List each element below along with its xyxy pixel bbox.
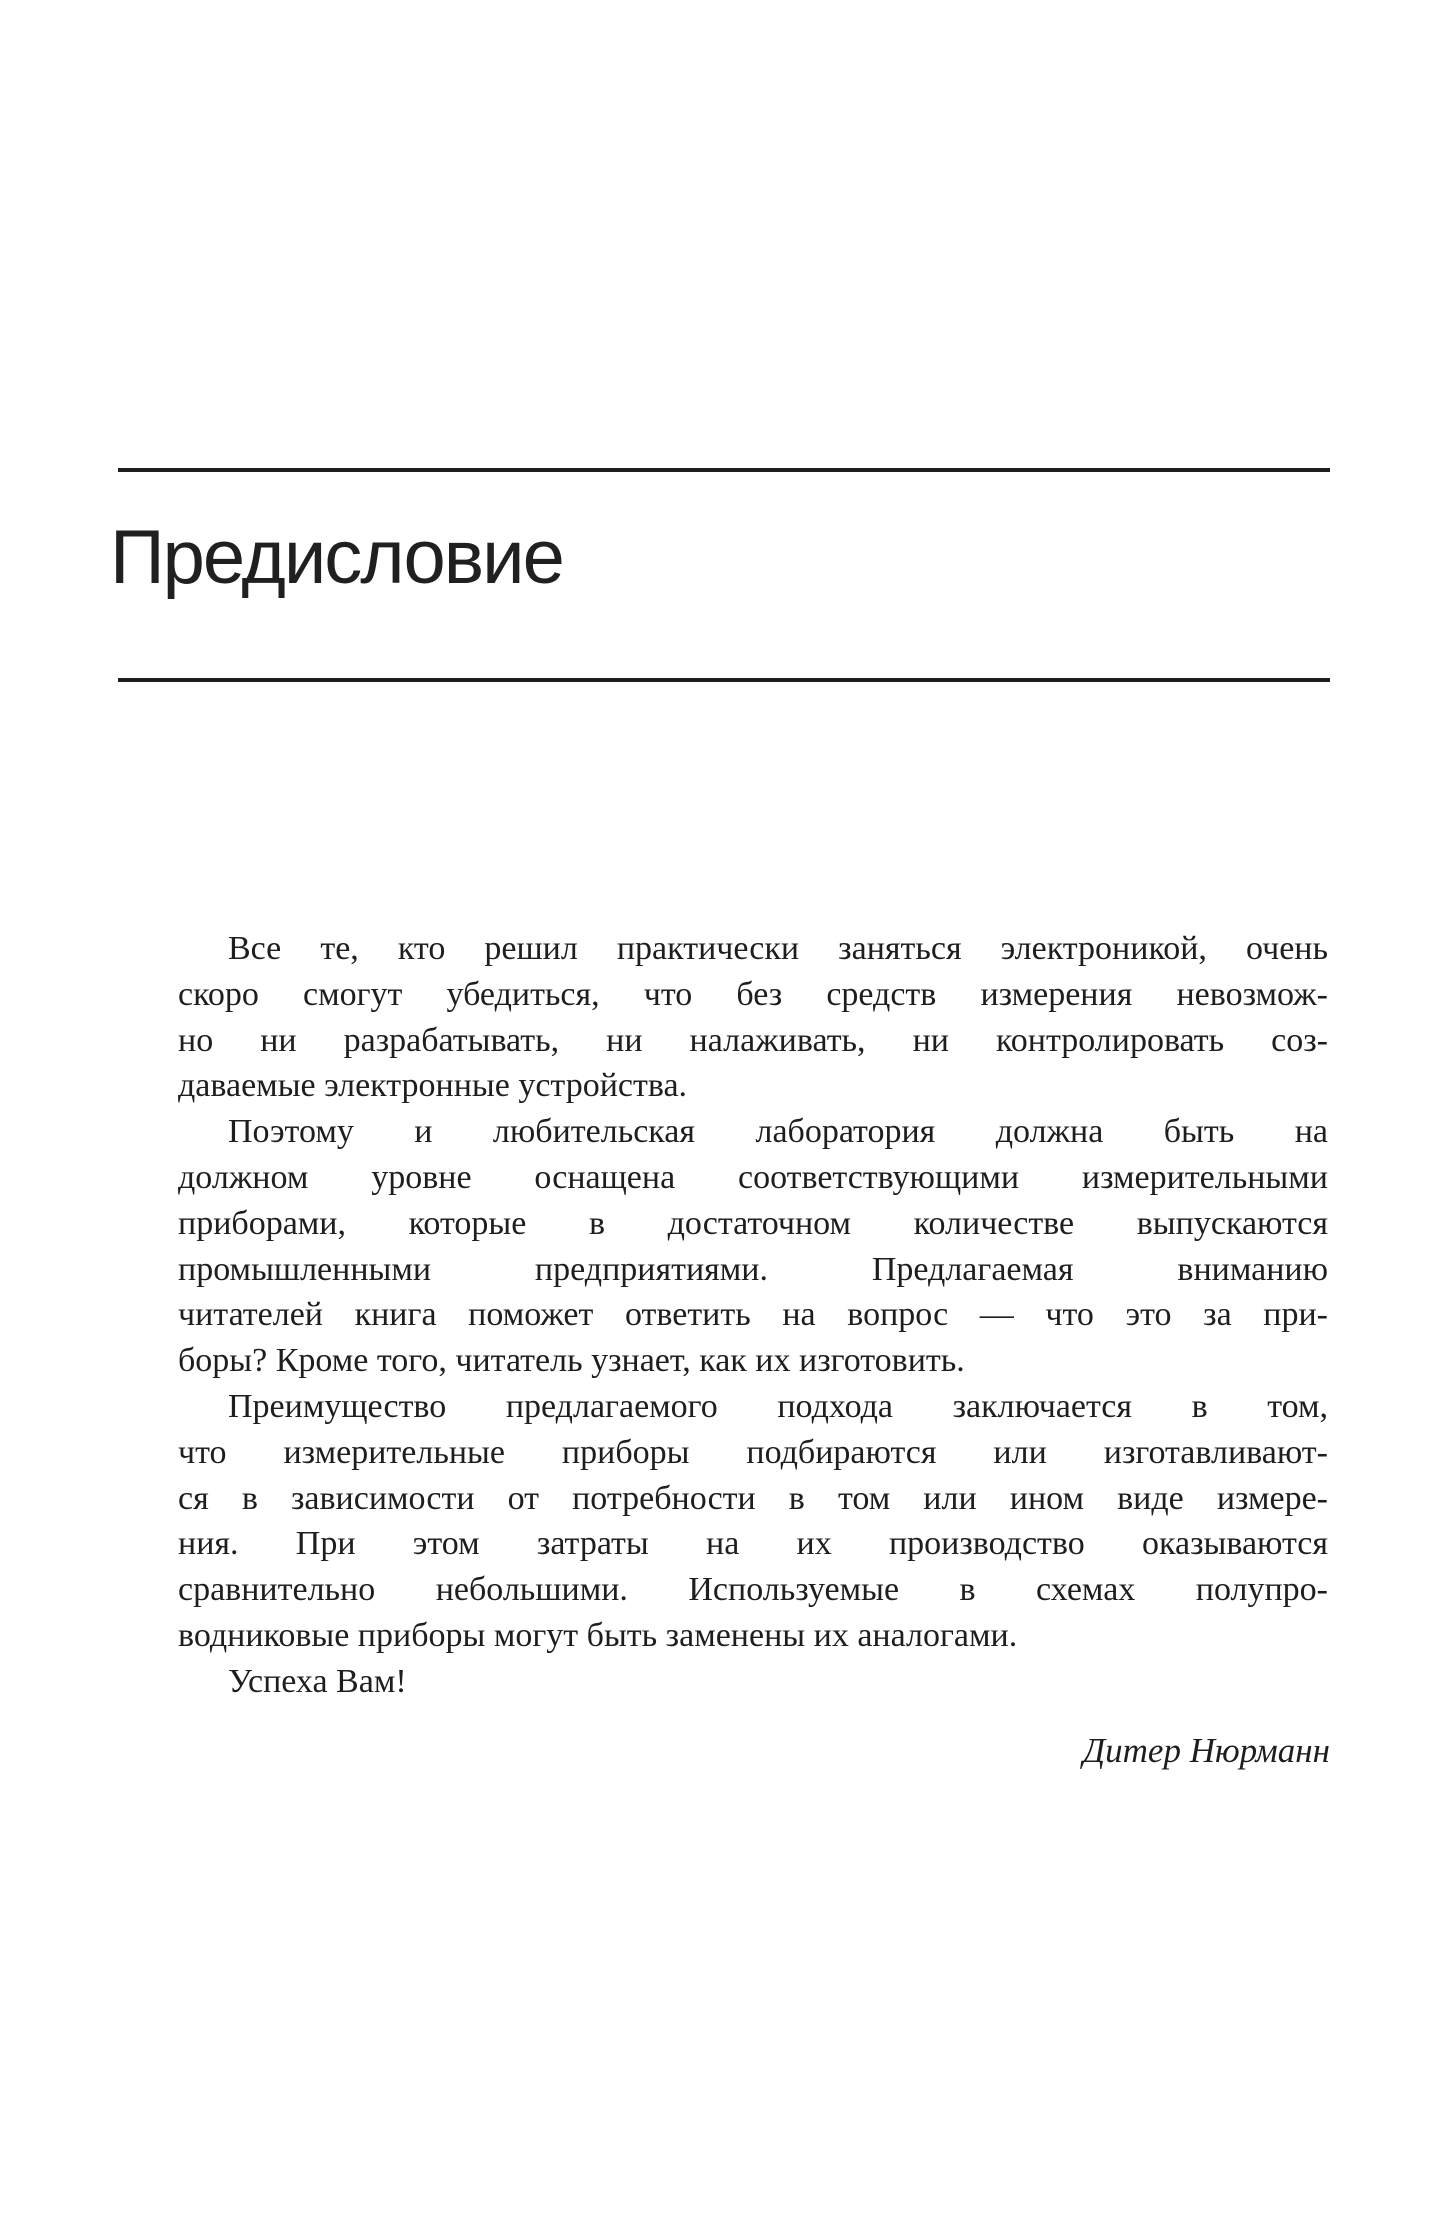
text-line: читателей книга поможет ответить на вопрос — что это за при- [178,1296,1328,1334]
text-line: ся в зависимости от потребности в том или ином виде измере- [178,1479,1328,1517]
text-line: сравнительно небольшими. Используемые в схемах полупро- [178,1571,1328,1609]
text-line: Преимущество предлагаемого подхода заключается в том, [228,1387,1328,1425]
text-line: должном уровне оснащена соответствующими измерительными [178,1158,1328,1196]
chapter-title: Предисловие [110,515,563,600]
paragraph-3 [178,1384,1328,1659]
text-line: но ни разрабатывать, ни налаживать, ни контролировать соз- [178,1021,1328,1059]
paragraph-4 [178,1659,1328,1705]
paragraph-2 [178,1109,1328,1384]
text-line: Все те, кто решил практически заняться электроникой, очень [228,930,1328,967]
text-line: скоро смогут убедиться, что без средств измерения невозмож- [178,975,1328,1013]
heading-top-rule [118,468,1330,472]
text-line: что измерительные приборы подбираются или изготавливают- [178,1433,1328,1471]
preface-body [178,926,1328,1705]
heading-bottom-rule [118,678,1330,682]
text-line: боры? Кроме того, читатель узнает, как их изготовить. [178,1342,965,1380]
text-line: промышленными предприятиями. Предлагаемая вниманию [178,1250,1328,1288]
text-line: Успеха Вам! [228,1662,407,1700]
text-line: Поэтому и любительская лаборатория должна быть на [228,1113,1328,1151]
paragraph-1 [178,926,1328,1109]
text-line: приборами, которые в достаточном количестве выпускаются [178,1204,1328,1242]
author-signature: Дитер Нюрманн [1082,1731,1330,1770]
text-line: ния. При этом затраты на их производство оказываются [178,1525,1328,1563]
text-line: водниковые приборы могут быть заменены их аналогами. [178,1616,1018,1654]
text-line: даваемые электронные устройства. [178,1067,688,1105]
